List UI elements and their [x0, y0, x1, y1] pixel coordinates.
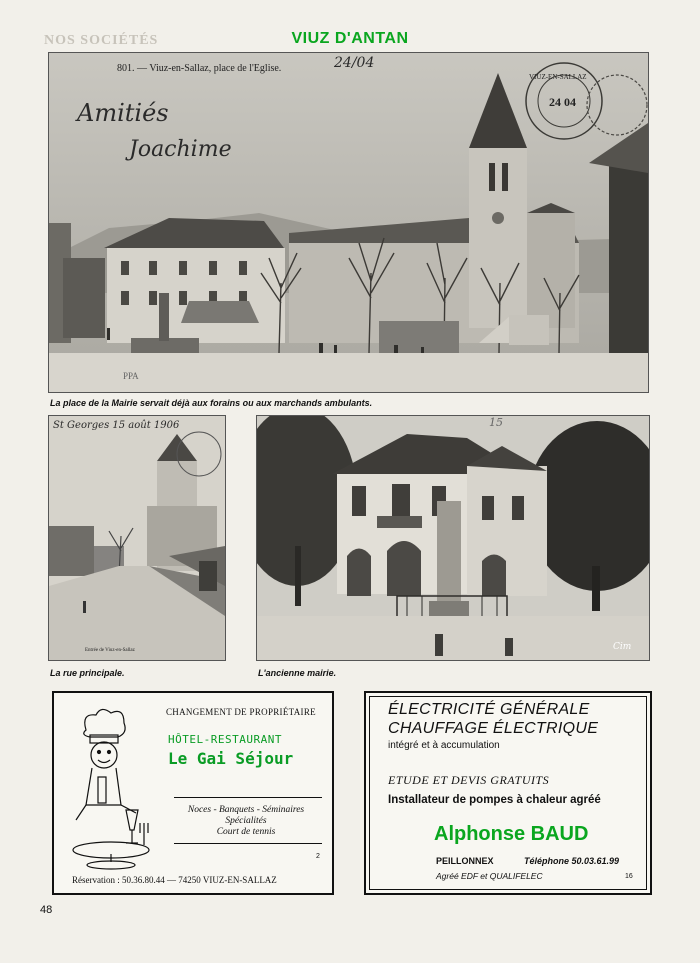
ad-electricity-line1: ÉLECTRICITÉ GÉNÉRALE	[388, 701, 590, 718]
handwritten-date: 24/04	[334, 55, 375, 71]
handwritten-greeting: Amitiés	[77, 99, 169, 127]
page-title: VIUZ D'ANTAN	[291, 30, 409, 47]
caption-church-square: La place de la Mairie servait déjà aux forains ou aux marchands ambulants.	[50, 398, 373, 408]
ad-hotel-services-line3: Court de tennis	[216, 827, 276, 837]
caption-old-town-hall: L'ancienne mairie.	[258, 668, 337, 678]
ad-hotel-services-line1: Noces - Banquets - Séminaires	[187, 805, 305, 815]
bleed-through-text: NOS SOCIÉTÉS	[44, 33, 159, 48]
ad-hotel-services-line2: Spécialités	[225, 816, 267, 826]
old-town-hall-illustration	[257, 416, 649, 660]
ad-hotel-rule-top	[174, 797, 322, 798]
ad-electricity-line5: Installateur de pompes à chaleur agréé	[388, 794, 601, 806]
caption-main-street: La rue principale.	[50, 668, 125, 678]
corner-mark-cim: Cim	[613, 642, 632, 652]
ad-electricity-name: Alphonse BAUD	[434, 823, 589, 845]
ad-electricity-line2: CHAUFFAGE ÉLECTRIQUE	[388, 720, 599, 737]
photo-church-square	[48, 52, 649, 393]
postcard-print-street: Entrée de Viuz-en-Sallaz	[85, 648, 135, 653]
ad-hotel-ref: 2	[316, 853, 320, 860]
ad-hotel-rule-bottom	[174, 843, 322, 844]
ad-electricity	[364, 691, 652, 895]
corner-mark: PPA	[123, 371, 139, 381]
ad-hotel-services	[166, 805, 326, 838]
stamp-text: VIUZ-EN-SALLAZ	[529, 73, 587, 81]
main-street-illustration	[49, 416, 225, 660]
ad-electricity-line4: ETUDE ET DEVIS GRATUITS	[388, 773, 550, 787]
photo-old-town-hall	[256, 415, 650, 661]
ad-hotel-reservation: Réservation : 50.36.80.44 — 74250 VIUZ-EN-SALLAZ	[72, 875, 277, 885]
handwritten-signature: Joachime	[129, 137, 232, 162]
photo-main-street	[48, 415, 226, 661]
ad-electricity-line3: intégré et à accumulation	[388, 740, 500, 751]
ad-hotel-label: HÔTEL-RESTAURANT	[168, 733, 282, 746]
chef-illustration-icon	[66, 705, 176, 875]
ad-electricity-phone: Téléphone 50.03.61.99	[524, 856, 620, 866]
ad-electricity-town: PEILLONNEX	[436, 856, 494, 866]
ad-hotel-restaurant	[52, 691, 334, 895]
ad-hotel-change-owner: CHANGEMENT DE PROPRIÉTAIRE	[166, 707, 316, 717]
postcard-print-caption: 801. — Viuz-en-Sallaz, place de l'Eglise.	[117, 63, 282, 74]
ad-electricity-agreement: Agréé EDF et QUALIFELEC	[436, 871, 543, 881]
stamp-date: 24 04	[549, 95, 576, 109]
handwritten-location-date: St Georges 15 août 1906	[53, 420, 180, 431]
page-number: 48	[40, 904, 53, 916]
corner-number: 15	[489, 416, 503, 429]
ad-hotel-name: Le Gai Séjour	[168, 749, 294, 768]
ad-electricity-ref: 16	[625, 873, 633, 880]
